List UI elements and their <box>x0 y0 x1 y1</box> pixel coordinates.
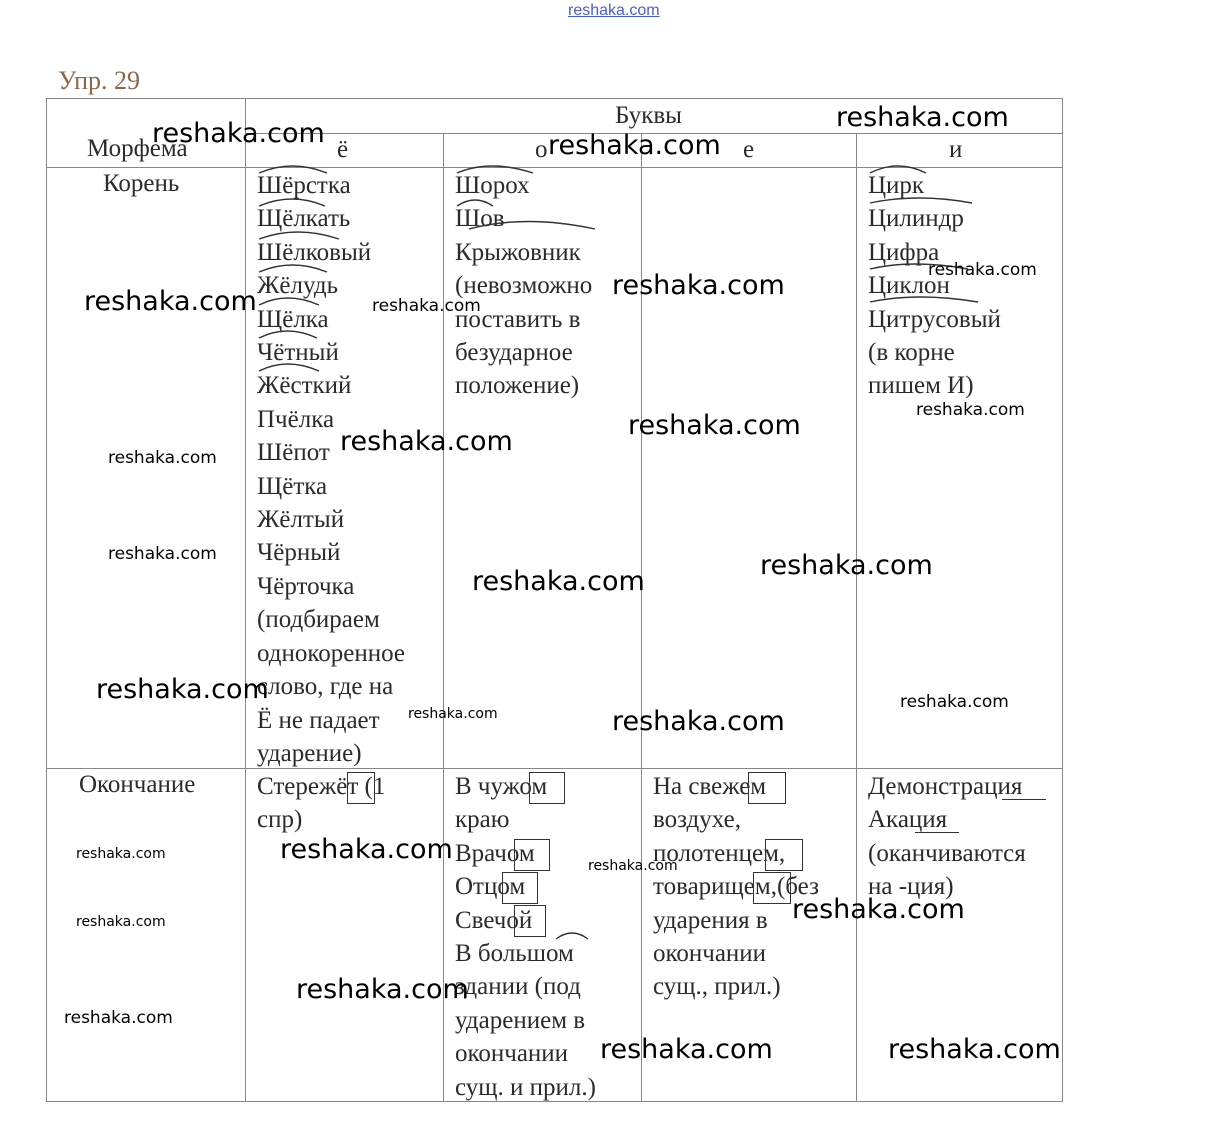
list-item: однокоренное <box>257 639 406 667</box>
watermark: reshaka.com <box>548 130 721 161</box>
ending-box <box>347 772 375 804</box>
list-item: Шёпот <box>257 439 330 467</box>
table-divider <box>245 99 246 1101</box>
list-item: Шёлковый <box>257 238 372 266</box>
list-item: Цилиндр <box>868 205 964 233</box>
header-col-o: о <box>535 136 548 163</box>
list-item: положение) <box>455 372 580 400</box>
watermark: reshaka.com <box>792 894 965 925</box>
watermark: reshaka.com <box>372 296 481 316</box>
list-item: Врачом <box>455 839 535 867</box>
list-item: поставить в <box>455 305 581 333</box>
table-divider <box>47 167 1062 168</box>
row-label-root: Корень <box>103 170 180 197</box>
site-link[interactable]: reshaka.com <box>568 2 660 19</box>
header-col-i: и <box>949 136 963 163</box>
list-item: Крыжовник <box>455 238 581 266</box>
list-item: спр) <box>257 806 303 834</box>
list-item: Чёрный <box>257 539 341 567</box>
ending-box <box>502 872 538 904</box>
list-item: Жёлтый <box>257 506 345 534</box>
header-col-e: е <box>743 136 755 163</box>
cell-root-yo <box>257 169 405 770</box>
watermark: reshaka.com <box>588 858 678 874</box>
list-item: Свечой <box>455 906 533 934</box>
ending-box <box>765 839 803 871</box>
watermark: reshaka.com <box>600 1034 773 1065</box>
list-item: ударения в <box>653 906 768 934</box>
watermark: reshaka.com <box>296 974 469 1005</box>
list-item: окончании <box>455 1040 569 1068</box>
ending-box <box>529 772 565 804</box>
ending-box <box>514 839 550 871</box>
watermark: reshaka.com <box>888 1034 1061 1065</box>
watermark: reshaka.com <box>900 692 1009 712</box>
watermark: reshaka.com <box>472 566 645 597</box>
list-item: окончании <box>653 940 767 968</box>
ending-box <box>748 772 786 804</box>
cell-ending-e <box>653 770 819 1004</box>
watermark: reshaka.com <box>928 260 1037 280</box>
list-item: В большом <box>455 940 574 968</box>
list-item: на -ция) <box>868 873 954 901</box>
ending-box <box>514 905 546 937</box>
watermark: reshaka.com <box>108 544 217 564</box>
cell-root-o <box>455 169 592 403</box>
header-col-yo: ё <box>337 136 349 163</box>
list-item: Цифра <box>868 238 940 266</box>
exercise-title: Упр. 29 <box>58 66 141 95</box>
watermark: reshaka.com <box>628 410 801 441</box>
watermark: reshaka.com <box>84 286 257 317</box>
watermark: reshaka.com <box>836 102 1009 133</box>
table-divider <box>856 133 857 1101</box>
list-item: товарищем,(без <box>653 873 819 901</box>
list-item: Чётный <box>257 339 339 367</box>
list-item: На свежем <box>653 773 767 800</box>
list-item: сущ., прил.) <box>653 973 781 1001</box>
suffix-underline <box>1002 799 1046 800</box>
list-item: В чужом <box>455 773 548 800</box>
list-item: (подбираем <box>257 606 380 634</box>
watermark: reshaka.com <box>64 1008 173 1028</box>
cell-ending-o <box>455 770 596 1104</box>
list-item: слово, где на <box>257 673 394 701</box>
watermark: reshaka.com <box>340 426 513 457</box>
watermark: reshaka.com <box>916 400 1025 420</box>
list-item: Шёрстка <box>257 172 351 199</box>
table-divider <box>47 768 1062 769</box>
list-item: пишем И) <box>868 372 974 400</box>
watermark: reshaka.com <box>760 550 933 581</box>
table-divider <box>443 133 444 1101</box>
list-item: Щётка <box>257 472 328 500</box>
suffix-underline <box>915 832 959 833</box>
list-item: Демонстрация <box>868 773 1023 800</box>
morpheme-table <box>46 98 1063 1102</box>
list-item: безударное <box>455 339 573 367</box>
list-item: Щёлка <box>257 305 329 333</box>
list-item: Стережёт (1 <box>257 773 386 800</box>
ending-box <box>753 872 791 904</box>
list-item: здании (под <box>455 973 581 1001</box>
watermark: reshaka.com <box>280 834 453 865</box>
watermark: reshaka.com <box>408 706 498 722</box>
list-item: Ё не падает <box>257 706 380 734</box>
list-item: воздухе, <box>653 806 742 834</box>
watermark: reshaka.com <box>108 448 217 468</box>
watermark: reshaka.com <box>76 846 166 862</box>
watermark: reshaka.com <box>152 118 325 149</box>
list-item: Шов <box>455 205 505 233</box>
list-item: полотенцем, <box>653 839 786 867</box>
watermark: reshaka.com <box>96 674 269 705</box>
watermark: reshaka.com <box>612 270 785 301</box>
cell-root-i <box>868 169 1001 403</box>
list-item: Цитрусовый <box>868 305 1001 333</box>
list-item: Цирк <box>868 172 925 199</box>
cell-ending-i <box>868 770 1026 904</box>
list-item: Щёлкать <box>257 205 351 233</box>
list-item: (оканчиваются <box>868 839 1026 867</box>
list-item: Жёлудь <box>257 272 339 300</box>
row-label-ending: Окончание <box>79 771 196 798</box>
watermark: reshaka.com <box>612 706 785 737</box>
list-item: Циклон <box>868 272 950 300</box>
header-letters: Буквы <box>615 102 682 129</box>
list-item: краю <box>455 806 510 834</box>
list-item: (в корне <box>868 339 955 367</box>
list-item: ударение) <box>257 739 362 767</box>
list-item: сущ. и прил.) <box>455 1073 596 1101</box>
list-item: Отцом <box>455 873 526 901</box>
list-item: Пчёлка <box>257 405 335 433</box>
list-item: ударением в <box>455 1006 586 1034</box>
list-item: Чёрточка <box>257 572 355 600</box>
list-item: Акация <box>868 806 948 834</box>
list-item: Шорох <box>455 172 530 199</box>
list-item: Жёсткий <box>257 372 352 400</box>
watermark: reshaka.com <box>76 914 166 930</box>
list-item: (невозможно <box>455 272 593 300</box>
header-morpheme: Морфема <box>87 135 188 162</box>
